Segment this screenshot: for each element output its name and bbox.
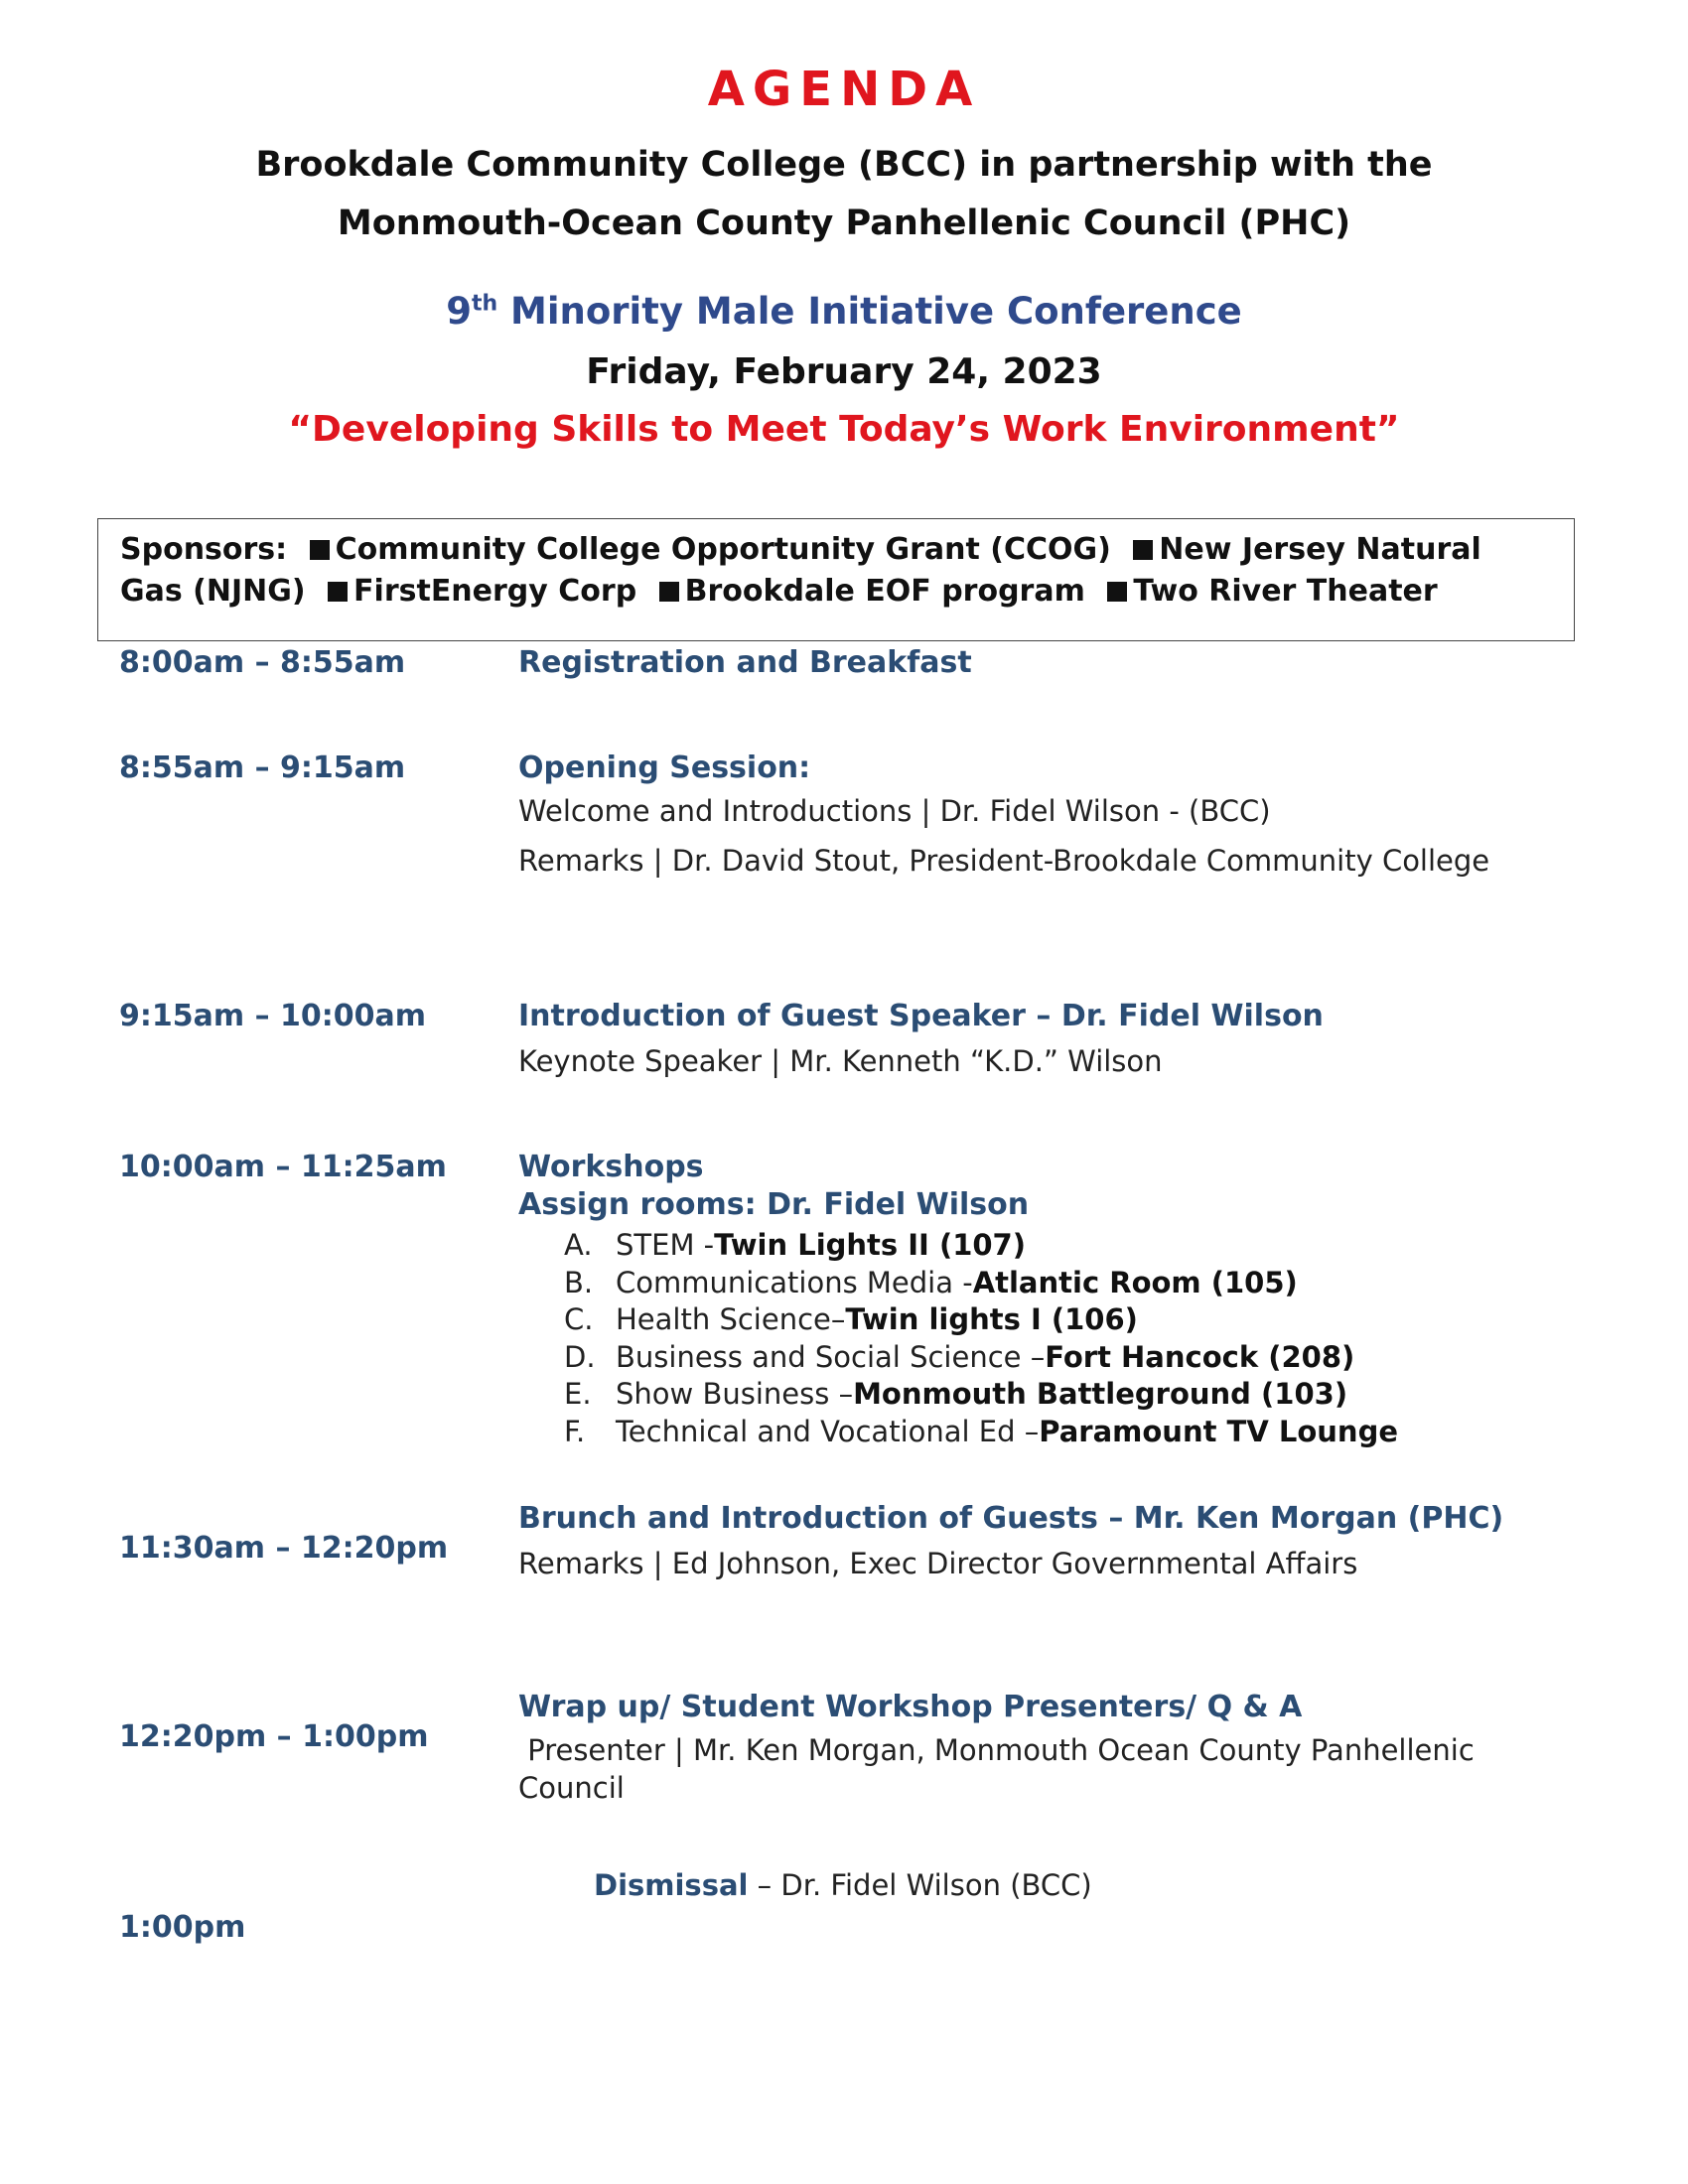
- workshop-room: Twin lights I (106): [845, 1302, 1138, 1336]
- list-item: [564, 1227, 1398, 1265]
- conference-ordinal-suffix: th: [471, 291, 498, 317]
- time-brunch: 11:30am – 12:20pm: [119, 1531, 449, 1566]
- workshop-topic: Business and Social Science –: [616, 1339, 1046, 1374]
- workshop-letter: F.: [564, 1414, 586, 1448]
- time-keynote: 9:15am – 10:00am: [119, 999, 427, 1033]
- brunch-remarks-line: Remarks | Ed Johnson, Exec Director Governmental Affairs: [518, 1547, 1358, 1580]
- workshop-list: [564, 1227, 1398, 1450]
- list-item: [564, 1376, 1398, 1414]
- sponsor-item: New Jersey Natural Gas (NJNG): [120, 532, 1481, 609]
- wrapup-presenter-line: Presenter | Mr. Ken Morgan, Monmouth Ocean County Panhellenic: [518, 1733, 1475, 1767]
- workshop-topic: Show Business –: [616, 1377, 854, 1411]
- sponsors-label: Sponsors:: [120, 532, 288, 567]
- org-line-2: Monmouth-Ocean County Panhellenic Council (PHC): [337, 204, 1351, 243]
- sponsor-item: Two River Theater: [1133, 574, 1438, 609]
- dismissal-line: [594, 1868, 1092, 1902]
- session-title-keynote: Introduction of Guest Speaker – Dr. Fidel Wilson: [518, 999, 1324, 1033]
- sponsors-box: [97, 518, 1575, 641]
- session-title-wrapup: Wrap up/ Student Workshop Presenters/ Q & A: [518, 1690, 1303, 1724]
- workshop-letter: E.: [564, 1377, 592, 1411]
- square-bullet-icon: [1133, 540, 1153, 560]
- agenda-title: AGENDA: [707, 62, 981, 117]
- square-bullet-icon: [328, 582, 348, 602]
- conference-theme: “Developing Skills to Meet Today’s Work Environment”: [288, 409, 1400, 450]
- wrapup-presenter-line-2: Council: [518, 1771, 625, 1805]
- conference-name: Minority Male Initiative Conference: [497, 290, 1242, 333]
- workshop-topic: Health Science–: [616, 1302, 846, 1336]
- dismissal-title: Dismissal: [594, 1868, 749, 1902]
- keynote-speaker-line: Keynote Speaker | Mr. Kenneth “K.D.” Wilson: [518, 1044, 1163, 1078]
- time-dismissal: 1:00pm: [119, 1910, 246, 1945]
- workshop-letter: D.: [564, 1339, 596, 1374]
- conference-ordinal: 9: [446, 290, 472, 333]
- workshop-room: Twin Lights II (107): [714, 1228, 1026, 1262]
- sponsor-item: Community College Opportunity Grant (CCOG): [335, 532, 1111, 567]
- workshop-room: Paramount TV Lounge: [1039, 1414, 1398, 1448]
- session-title-workshops: Workshops: [518, 1150, 704, 1184]
- list-item: [564, 1301, 1398, 1339]
- workshop-room: Monmouth Battleground (103): [853, 1377, 1348, 1411]
- workshop-letter: C.: [564, 1302, 594, 1336]
- opening-remarks-line: Remarks | Dr. David Stout, President-Brookdale Community College: [518, 844, 1490, 878]
- workshops-subtitle: Assign rooms: Dr. Fidel Wilson: [518, 1187, 1030, 1222]
- dismissal-detail: – Dr. Fidel Wilson (BCC): [748, 1868, 1092, 1902]
- square-bullet-icon: [1107, 582, 1127, 602]
- workshop-topic: Communications Media -: [616, 1265, 973, 1299]
- time-registration: 8:00am – 8:55am: [119, 645, 406, 680]
- session-title-registration: Registration and Breakfast: [518, 645, 972, 680]
- workshop-topic: STEM -: [616, 1228, 715, 1262]
- workshop-letter: A.: [564, 1228, 593, 1262]
- session-title-opening: Opening Session:: [518, 751, 811, 785]
- list-item: [564, 1265, 1398, 1302]
- time-wrapup: 12:20pm – 1:00pm: [119, 1719, 429, 1754]
- workshop-room: Fort Hancock (208): [1045, 1339, 1355, 1374]
- conference-date: Friday, February 24, 2023: [586, 351, 1102, 392]
- list-item: [564, 1339, 1398, 1377]
- square-bullet-icon: [659, 582, 679, 602]
- opening-welcome-line: Welcome and Introductions | Dr. Fidel Wilson - (BCC): [518, 794, 1271, 828]
- time-opening: 8:55am – 9:15am: [119, 751, 406, 785]
- conference-title: [0, 290, 1688, 333]
- workshop-letter: B.: [564, 1265, 594, 1299]
- time-workshops: 10:00am – 11:25am: [119, 1150, 447, 1184]
- list-item: [564, 1414, 1398, 1451]
- square-bullet-icon: [310, 540, 330, 560]
- sponsor-item: FirstEnergy Corp: [353, 574, 637, 609]
- workshop-topic: Technical and Vocational Ed –: [616, 1414, 1040, 1448]
- sponsor-item: Brookdale EOF program: [684, 574, 1085, 609]
- workshop-room: Atlantic Room (105): [972, 1265, 1298, 1299]
- org-line-1: Brookdale Community College (BCC) in partnership with the: [255, 145, 1433, 185]
- session-title-brunch: Brunch and Introduction of Guests – Mr. Ken Morgan (PHC): [518, 1501, 1504, 1536]
